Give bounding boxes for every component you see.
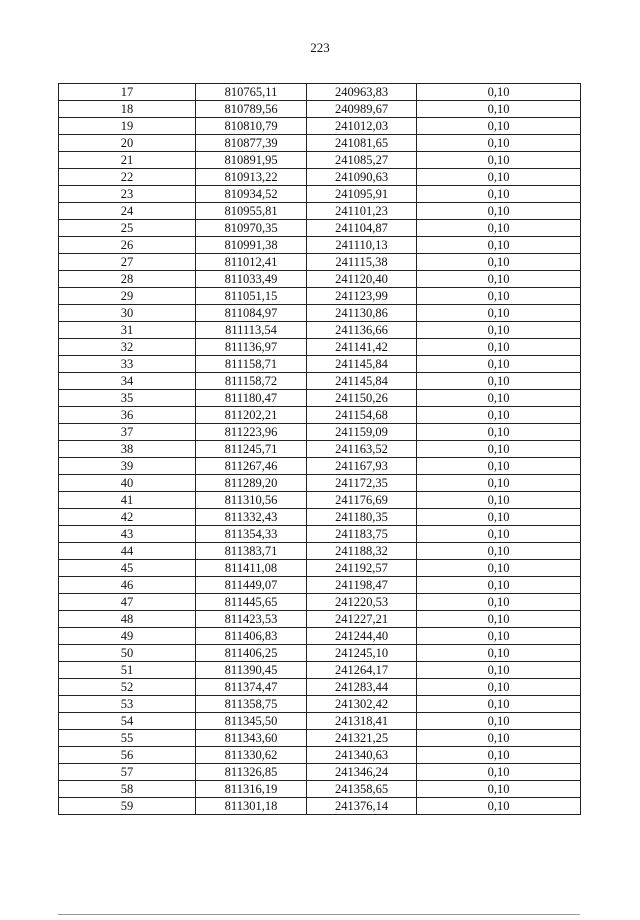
error-value-cell: 0,10 <box>417 764 581 781</box>
error-value-cell: 0,10 <box>417 543 581 560</box>
y-coordinate-cell: 241115,38 <box>307 254 417 271</box>
x-coordinate-cell: 811332,43 <box>196 509 307 526</box>
table-row <box>59 186 581 203</box>
table-row <box>59 696 581 713</box>
error-value-cell: 0,10 <box>417 322 581 339</box>
table-row <box>59 101 581 118</box>
point-number-cell: 17 <box>59 84 196 101</box>
y-coordinate-cell: 241167,93 <box>307 458 417 475</box>
table-row <box>59 84 581 101</box>
y-coordinate-cell: 241172,35 <box>307 475 417 492</box>
x-coordinate-cell: 811406,83 <box>196 628 307 645</box>
point-number-cell: 47 <box>59 594 196 611</box>
y-coordinate-cell: 241264,17 <box>307 662 417 679</box>
table-row <box>59 407 581 424</box>
table-row <box>59 220 581 237</box>
point-number-cell: 30 <box>59 305 196 322</box>
y-coordinate-cell: 240989,67 <box>307 101 417 118</box>
table-row <box>59 424 581 441</box>
y-coordinate-cell: 241283,44 <box>307 679 417 696</box>
y-coordinate-cell: 241130,86 <box>307 305 417 322</box>
x-coordinate-cell: 811033,49 <box>196 271 307 288</box>
table-row <box>59 747 581 764</box>
x-coordinate-cell: 811245,71 <box>196 441 307 458</box>
point-number-cell: 50 <box>59 645 196 662</box>
y-coordinate-cell: 241180,35 <box>307 509 417 526</box>
table-row <box>59 679 581 696</box>
table-row <box>59 271 581 288</box>
point-number-cell: 55 <box>59 730 196 747</box>
error-value-cell: 0,10 <box>417 237 581 254</box>
x-coordinate-cell: 810891,95 <box>196 152 307 169</box>
point-number-cell: 20 <box>59 135 196 152</box>
y-coordinate-cell: 241227,21 <box>307 611 417 628</box>
point-number-cell: 31 <box>59 322 196 339</box>
point-number-cell: 40 <box>59 475 196 492</box>
x-coordinate-cell: 811345,50 <box>196 713 307 730</box>
error-value-cell: 0,10 <box>417 288 581 305</box>
point-number-cell: 58 <box>59 781 196 798</box>
error-value-cell: 0,10 <box>417 781 581 798</box>
x-coordinate-cell: 811223,96 <box>196 424 307 441</box>
point-number-cell: 35 <box>59 390 196 407</box>
y-coordinate-cell: 241183,75 <box>307 526 417 543</box>
error-value-cell: 0,10 <box>417 101 581 118</box>
error-value-cell: 0,10 <box>417 645 581 662</box>
point-number-cell: 33 <box>59 356 196 373</box>
error-value-cell: 0,10 <box>417 271 581 288</box>
x-coordinate-cell: 811316,19 <box>196 781 307 798</box>
y-coordinate-cell: 241159,09 <box>307 424 417 441</box>
y-coordinate-cell: 241145,84 <box>307 373 417 390</box>
table-row <box>59 288 581 305</box>
point-number-cell: 38 <box>59 441 196 458</box>
error-value-cell: 0,10 <box>417 492 581 509</box>
error-value-cell: 0,10 <box>417 390 581 407</box>
point-number-cell: 25 <box>59 220 196 237</box>
error-value-cell: 0,10 <box>417 203 581 220</box>
x-coordinate-cell: 811301,18 <box>196 798 307 815</box>
table-row <box>59 526 581 543</box>
point-number-cell: 42 <box>59 509 196 526</box>
error-value-cell: 0,10 <box>417 526 581 543</box>
y-coordinate-cell: 241321,25 <box>307 730 417 747</box>
point-number-cell: 28 <box>59 271 196 288</box>
x-coordinate-cell: 811390,45 <box>196 662 307 679</box>
coordinates-table-body <box>59 84 581 815</box>
y-coordinate-cell: 240963,83 <box>307 84 417 101</box>
error-value-cell: 0,10 <box>417 441 581 458</box>
error-value-cell: 0,10 <box>417 220 581 237</box>
point-number-cell: 36 <box>59 407 196 424</box>
x-coordinate-cell: 811113,54 <box>196 322 307 339</box>
table-row <box>59 254 581 271</box>
x-coordinate-cell: 811326,85 <box>196 764 307 781</box>
point-number-cell: 34 <box>59 373 196 390</box>
error-value-cell: 0,10 <box>417 594 581 611</box>
x-coordinate-cell: 811449,07 <box>196 577 307 594</box>
error-value-cell: 0,10 <box>417 458 581 475</box>
error-value-cell: 0,10 <box>417 577 581 594</box>
y-coordinate-cell: 241136,66 <box>307 322 417 339</box>
table-row <box>59 305 581 322</box>
x-coordinate-cell: 811051,15 <box>196 288 307 305</box>
table-row <box>59 628 581 645</box>
error-value-cell: 0,10 <box>417 84 581 101</box>
x-coordinate-cell: 811343,60 <box>196 730 307 747</box>
table-row <box>59 594 581 611</box>
y-coordinate-cell: 241244,40 <box>307 628 417 645</box>
x-coordinate-cell: 811180,47 <box>196 390 307 407</box>
point-number-cell: 29 <box>59 288 196 305</box>
y-coordinate-cell: 241198,47 <box>307 577 417 594</box>
y-coordinate-cell: 241120,40 <box>307 271 417 288</box>
error-value-cell: 0,10 <box>417 611 581 628</box>
error-value-cell: 0,10 <box>417 628 581 645</box>
table-row <box>59 237 581 254</box>
point-number-cell: 41 <box>59 492 196 509</box>
table-row <box>59 458 581 475</box>
table-row <box>59 781 581 798</box>
y-coordinate-cell: 241150,26 <box>307 390 417 407</box>
table-row <box>59 322 581 339</box>
x-coordinate-cell: 810789,56 <box>196 101 307 118</box>
y-coordinate-cell: 241145,84 <box>307 356 417 373</box>
point-number-cell: 46 <box>59 577 196 594</box>
point-number-cell: 27 <box>59 254 196 271</box>
x-coordinate-cell: 811354,33 <box>196 526 307 543</box>
table-row <box>59 662 581 679</box>
x-coordinate-cell: 810810,79 <box>196 118 307 135</box>
table-row <box>59 203 581 220</box>
y-coordinate-cell: 241081,65 <box>307 135 417 152</box>
y-coordinate-cell: 241123,99 <box>307 288 417 305</box>
table-row <box>59 492 581 509</box>
table-row <box>59 577 581 594</box>
x-coordinate-cell: 810991,38 <box>196 237 307 254</box>
x-coordinate-cell: 811406,25 <box>196 645 307 662</box>
error-value-cell: 0,10 <box>417 747 581 764</box>
error-value-cell: 0,10 <box>417 305 581 322</box>
point-number-cell: 59 <box>59 798 196 815</box>
error-value-cell: 0,10 <box>417 169 581 186</box>
x-coordinate-cell: 811383,71 <box>196 543 307 560</box>
coordinates-table <box>58 83 581 815</box>
point-number-cell: 56 <box>59 747 196 764</box>
point-number-cell: 44 <box>59 543 196 560</box>
table-row <box>59 152 581 169</box>
point-number-cell: 19 <box>59 118 196 135</box>
table-row <box>59 645 581 662</box>
x-coordinate-cell: 811158,72 <box>196 373 307 390</box>
y-coordinate-cell: 241012,03 <box>307 118 417 135</box>
x-coordinate-cell: 810955,81 <box>196 203 307 220</box>
error-value-cell: 0,10 <box>417 475 581 492</box>
x-coordinate-cell: 811310,56 <box>196 492 307 509</box>
error-value-cell: 0,10 <box>417 118 581 135</box>
error-value-cell: 0,10 <box>417 339 581 356</box>
x-coordinate-cell: 810765,11 <box>196 84 307 101</box>
table-row <box>59 356 581 373</box>
table-row <box>59 118 581 135</box>
y-coordinate-cell: 241245,10 <box>307 645 417 662</box>
point-number-cell: 43 <box>59 526 196 543</box>
table-row <box>59 390 581 407</box>
table-row <box>59 441 581 458</box>
y-coordinate-cell: 241095,91 <box>307 186 417 203</box>
y-coordinate-cell: 241104,87 <box>307 220 417 237</box>
y-coordinate-cell: 241176,69 <box>307 492 417 509</box>
error-value-cell: 0,10 <box>417 135 581 152</box>
y-coordinate-cell: 241188,32 <box>307 543 417 560</box>
point-number-cell: 51 <box>59 662 196 679</box>
y-coordinate-cell: 241110,13 <box>307 237 417 254</box>
page-number: 223 <box>310 40 330 55</box>
table-row <box>59 543 581 560</box>
table-row <box>59 509 581 526</box>
table-row <box>59 798 581 815</box>
x-coordinate-cell: 810877,39 <box>196 135 307 152</box>
y-coordinate-cell: 241302,42 <box>307 696 417 713</box>
point-number-cell: 24 <box>59 203 196 220</box>
point-number-cell: 23 <box>59 186 196 203</box>
point-number-cell: 21 <box>59 152 196 169</box>
table-row <box>59 560 581 577</box>
x-coordinate-cell: 811411,08 <box>196 560 307 577</box>
error-value-cell: 0,10 <box>417 356 581 373</box>
x-coordinate-cell: 811330,62 <box>196 747 307 764</box>
x-coordinate-cell: 811267,46 <box>196 458 307 475</box>
point-number-cell: 48 <box>59 611 196 628</box>
error-value-cell: 0,10 <box>417 713 581 730</box>
x-coordinate-cell: 811012,41 <box>196 254 307 271</box>
table-row <box>59 169 581 186</box>
y-coordinate-cell: 241163,52 <box>307 441 417 458</box>
y-coordinate-cell: 241318,41 <box>307 713 417 730</box>
x-coordinate-cell: 811358,75 <box>196 696 307 713</box>
y-coordinate-cell: 241376,14 <box>307 798 417 815</box>
x-coordinate-cell: 811084,97 <box>196 305 307 322</box>
point-number-cell: 32 <box>59 339 196 356</box>
table-row <box>59 339 581 356</box>
x-coordinate-cell: 810913,22 <box>196 169 307 186</box>
x-coordinate-cell: 811202,21 <box>196 407 307 424</box>
point-number-cell: 53 <box>59 696 196 713</box>
y-coordinate-cell: 241085,27 <box>307 152 417 169</box>
error-value-cell: 0,10 <box>417 254 581 271</box>
x-coordinate-cell: 811136,97 <box>196 339 307 356</box>
y-coordinate-cell: 241101,23 <box>307 203 417 220</box>
error-value-cell: 0,10 <box>417 152 581 169</box>
error-value-cell: 0,10 <box>417 798 581 815</box>
table-row <box>59 475 581 492</box>
error-value-cell: 0,10 <box>417 679 581 696</box>
point-number-cell: 39 <box>59 458 196 475</box>
point-number-cell: 26 <box>59 237 196 254</box>
x-coordinate-cell: 810934,52 <box>196 186 307 203</box>
y-coordinate-cell: 241358,65 <box>307 781 417 798</box>
point-number-cell: 49 <box>59 628 196 645</box>
error-value-cell: 0,10 <box>417 373 581 390</box>
y-coordinate-cell: 241220,53 <box>307 594 417 611</box>
error-value-cell: 0,10 <box>417 407 581 424</box>
error-value-cell: 0,10 <box>417 696 581 713</box>
point-number-cell: 54 <box>59 713 196 730</box>
error-value-cell: 0,10 <box>417 560 581 577</box>
y-coordinate-cell: 241192,57 <box>307 560 417 577</box>
point-number-cell: 37 <box>59 424 196 441</box>
point-number-cell: 45 <box>59 560 196 577</box>
x-coordinate-cell: 811158,71 <box>196 356 307 373</box>
table-row <box>59 373 581 390</box>
error-value-cell: 0,10 <box>417 424 581 441</box>
y-coordinate-cell: 241154,68 <box>307 407 417 424</box>
table-row <box>59 611 581 628</box>
error-value-cell: 0,10 <box>417 509 581 526</box>
table-row <box>59 730 581 747</box>
point-number-cell: 52 <box>59 679 196 696</box>
x-coordinate-cell: 811289,20 <box>196 475 307 492</box>
point-number-cell: 18 <box>59 101 196 118</box>
y-coordinate-cell: 241141,42 <box>307 339 417 356</box>
table-row <box>59 764 581 781</box>
error-value-cell: 0,10 <box>417 186 581 203</box>
x-coordinate-cell: 810970,35 <box>196 220 307 237</box>
y-coordinate-cell: 241346,24 <box>307 764 417 781</box>
error-value-cell: 0,10 <box>417 730 581 747</box>
bottom-rule <box>58 914 580 915</box>
x-coordinate-cell: 811374,47 <box>196 679 307 696</box>
error-value-cell: 0,10 <box>417 662 581 679</box>
y-coordinate-cell: 241090,63 <box>307 169 417 186</box>
x-coordinate-cell: 811423,53 <box>196 611 307 628</box>
y-coordinate-cell: 241340,63 <box>307 747 417 764</box>
point-number-cell: 57 <box>59 764 196 781</box>
point-number-cell: 22 <box>59 169 196 186</box>
x-coordinate-cell: 811445,65 <box>196 594 307 611</box>
table-row <box>59 713 581 730</box>
table-row <box>59 135 581 152</box>
